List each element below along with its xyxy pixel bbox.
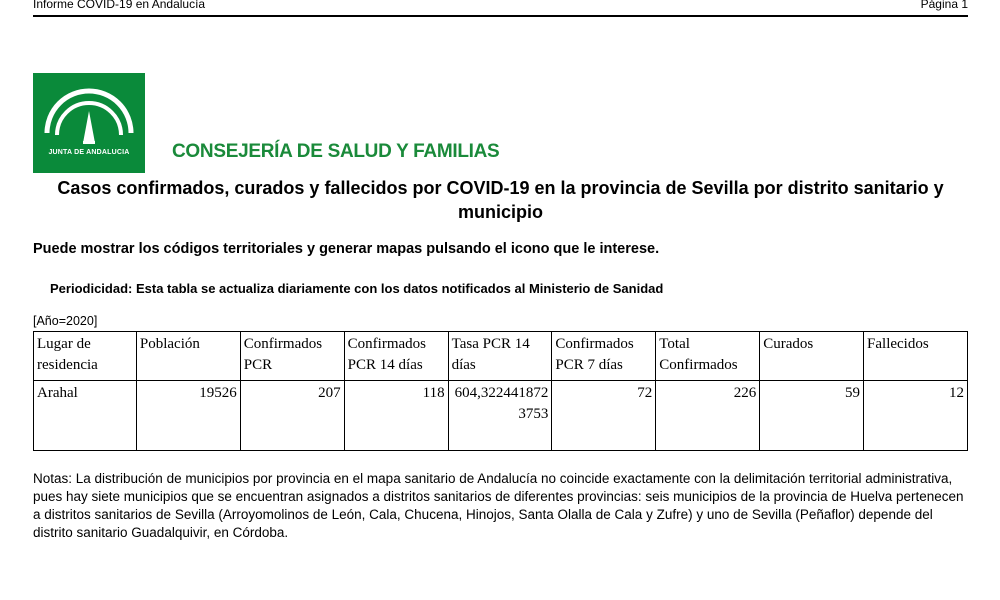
col-tasa-14: Tasa PCR 14 días	[448, 332, 552, 381]
subtitle: Puede mostrar los códigos territoriales y generar mapas pulsando el icono que le interese.	[33, 241, 660, 257]
page-header	[33, 0, 968, 17]
page-number: Página 1	[920, 0, 968, 11]
cell-confirmados-14: 118	[344, 381, 448, 451]
consejeria-title: CONSEJERÍA DE SALUD Y FAMILIAS	[172, 141, 500, 162]
logo-text: JUNTA DE ANDALUCIA	[48, 149, 130, 156]
cell-curados: 59	[760, 381, 864, 451]
col-lugar: Lugar de residencia	[34, 332, 137, 381]
cell-tasa-14: 604,3224418723753	[448, 381, 552, 451]
report-title: Informe COVID-19 en Andalucía	[33, 0, 206, 11]
junta-andalucia-logo	[33, 73, 145, 173]
cell-confirmados-7: 72	[552, 381, 656, 451]
col-fallecidos: Fallecidos	[864, 332, 968, 381]
periodicity-note: Periodicidad: Esta tabla se actualiza diariamente con los datos notificados al Ministerio de Sanidad	[50, 281, 664, 296]
cell-total: 226	[656, 381, 760, 451]
cell-poblacion: 19526	[136, 381, 240, 451]
covid-table	[33, 331, 968, 451]
cell-confirmados-pcr: 207	[240, 381, 344, 451]
table-header-row	[34, 332, 968, 381]
logo-arch-icon	[33, 73, 145, 173]
col-confirmados-7: Confirmados PCR 7 días	[552, 332, 656, 381]
col-total: Total Confirmados	[656, 332, 760, 381]
col-confirmados-14: Confirmados PCR 14 días	[344, 332, 448, 381]
col-curados: Curados	[760, 332, 864, 381]
notes: Notas: La distribución de municipios por provincia en el mapa sanitario de Andalucía no coincide exactamente con la delimitación territorial administrativa, pues hay siete municipios que se encuentran asignados a distritos sanitarios de diferentes provincias: seis municipios de la provincia de Huelva pertenecen a distritos sanitarios de Sevilla (Arroyomolinos de León, Cala, Chucena, Hinojos, Santa Olalla de Cala y Zufre) y uno de Sevilla (Peñaflor) depende del distrito sanitario Guadalquivir, en Córdoba.	[33, 471, 964, 540]
year-filter: [Año=2020]	[33, 314, 98, 328]
col-poblacion: Población	[136, 332, 240, 381]
document-title: Casos confirmados, curados y fallecidos por COVID-19 en la provincia de Sevilla por distrito sanitario y municipio	[57, 178, 944, 222]
col-confirmados-pcr: Confirmados PCR	[240, 332, 344, 381]
table-row	[34, 381, 968, 451]
cell-fallecidos: 12	[864, 381, 968, 451]
cell-lugar: Arahal	[34, 381, 137, 451]
